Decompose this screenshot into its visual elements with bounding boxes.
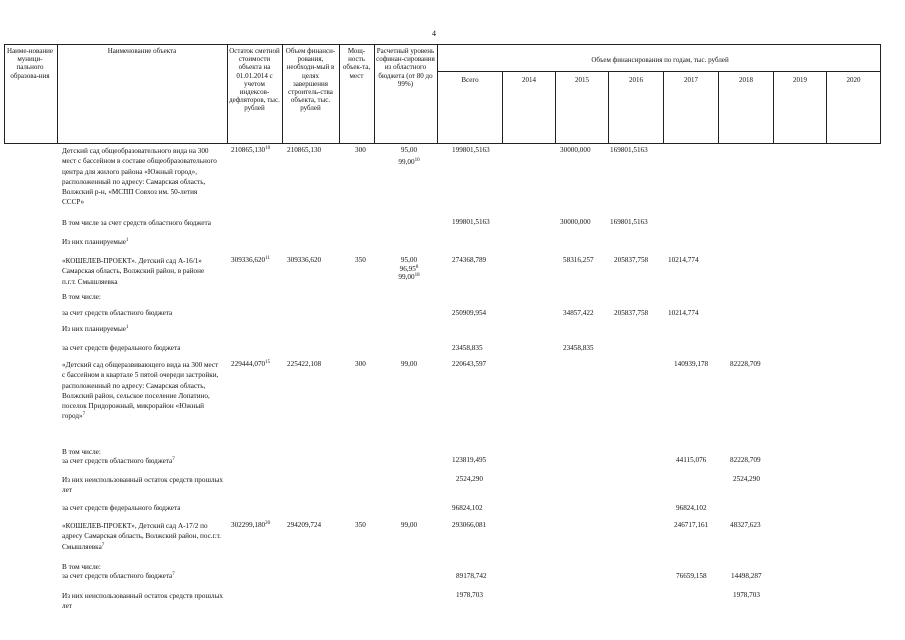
row-6-name: Из них планируемые$^1$ xyxy=(62,325,129,333)
row-13-label: В том числе: xyxy=(62,563,101,571)
row-13-2018: 14498,287 xyxy=(731,572,762,580)
row-3-name: «КОШЕЛЕВ-ПРОЕКТ». Детский сад А-16/1» Самарская область, Волжский район, в районе п.г.т. Смышляевка xyxy=(62,257,205,286)
row-9-2017: 44115,076 xyxy=(676,456,707,464)
row-11-2017: 96824,102 xyxy=(676,504,707,512)
row-11-name: за счет средств федерального бюджета xyxy=(62,504,181,512)
row-12-total: 293066,081 xyxy=(452,521,487,529)
row-12-remaining: 302299,180$^{20}$ xyxy=(231,521,271,529)
row-3-total: 274368,789 xyxy=(452,256,487,264)
header-cofinancing: Расчетный уровень софинан-сирования из областного бюджета (от 80 до 99%) xyxy=(376,47,435,88)
header-year-2020: 2020 xyxy=(846,76,861,84)
row-0-name: Детский сад общеобразовательного вида на 300 мест с бассейном в составе общеобразовательного центра для жилого района «Южный город», расположенный по адресу: Самарская область, Волжский р-н, «МСПП Совхоз им. 50-летия СССР» xyxy=(62,147,217,207)
row-12-name: «КОШЕЛЕВ-ПРОЕКТ», Детский сад А-17/2 по адресу Самарская область, Волжский район, пос.г.т. Смышляевка$^7$ xyxy=(62,522,221,551)
row-3-2015: 58316,257 xyxy=(563,256,594,264)
row-9-name: за счет средств областного бюджета$^7$ xyxy=(62,457,175,465)
row-7-2015: 23458,835 xyxy=(563,344,594,352)
row-3-remaining: 309336,620$^{11}$ xyxy=(231,256,270,264)
row-8-name: «Детский сад общеразвивающего вида на 300 мест с бассейном в квартале 5 пятой очереди застройки, расположенный по адресу: Самарская область, Волжский район, сельское поселение Лопатино, поселок Придорожный, микрорайон «Южный город»$^7$ xyxy=(62,361,219,421)
row-1-2016: 169801,5163 xyxy=(610,218,648,226)
row-8-2018: 82228,709 xyxy=(730,360,761,368)
header-remaining-cost: Остаток сметной стоимости объекта на 01.01.2014 с учетом индексов-дефляторов, тыс. рублей xyxy=(229,47,280,113)
row-1-total: 199801,5163 xyxy=(452,218,490,226)
row-0-remaining: 210865,130$^{10}$ xyxy=(231,146,271,154)
row-12-needed: 294209,724 xyxy=(287,521,322,529)
row-12-cofinancing: 99,00 xyxy=(400,521,418,529)
row-7-name: за счет средств федерального бюджета xyxy=(62,344,181,352)
header-year-2015: 2015 xyxy=(575,76,589,84)
row-0-needed: 210865,130 xyxy=(287,146,322,154)
header-total: Всего xyxy=(461,76,479,84)
row-11-total: 96824,102 xyxy=(452,504,483,512)
row-9-label: В том числе: xyxy=(62,448,101,456)
row-1-name: В том числе за счет средств областного бюджета xyxy=(62,219,211,227)
row-12-2018: 48327,623 xyxy=(730,521,761,529)
header-by-years: Объем финансирования по годам, тыс. рублей xyxy=(591,56,729,64)
row-2-name: Из них планируемые$^1$ xyxy=(62,238,129,246)
header-year-2017: 2017 xyxy=(684,76,698,84)
row-5-total: 250909,954 xyxy=(452,309,487,317)
row-8-cofinancing: 99,00 xyxy=(400,360,418,368)
row-13-name: за счет средств областного бюджета$^7$ xyxy=(62,572,175,580)
row-3-2017: 10214,774 xyxy=(668,256,699,264)
row-0-total: 199801,5163 xyxy=(452,146,490,154)
row-1-2015: 30000,000 xyxy=(560,218,591,226)
row-5-name: за счет средств областного бюджета xyxy=(62,309,173,317)
row-8-remaining: 229444,070$^{15}$ xyxy=(231,360,271,368)
row-4-name: В том числе: xyxy=(62,293,101,301)
row-10-total: 2524,290 xyxy=(456,475,483,483)
header-year-2019: 2019 xyxy=(793,76,807,84)
row-8-capacity: 300 xyxy=(355,360,366,368)
row-8-total: 220643,597 xyxy=(452,360,487,368)
row-12-2017: 246717,161 xyxy=(674,521,709,529)
row-10-name: Из них неиспользованный остаток средств прошлых лет xyxy=(62,476,223,495)
row-0-2015: 30000,000 xyxy=(560,146,591,154)
row-0-2016: 169801,5163 xyxy=(610,146,648,154)
header-year-2018: 2018 xyxy=(739,76,753,84)
row-14-total: 1978,703 xyxy=(456,591,483,599)
header-year-2014: 2014 xyxy=(522,76,536,84)
row-3-2016: 205837,758 xyxy=(614,256,649,264)
row-8-2017: 140939,178 xyxy=(674,360,709,368)
row-3-needed: 309336,620 xyxy=(287,256,322,264)
header-object-name: Наименование объекта xyxy=(107,47,177,55)
row-5-2017: 10214,774 xyxy=(668,309,699,317)
header-financing-needed: Объем финанси-рования, необходи-мый в целях завершения строитель-ства объекта, тыс. рублей xyxy=(285,47,336,113)
row-13-2017: 76659,158 xyxy=(676,572,707,580)
row-14-name: Из них неиспользованный остаток средств прошлых лет xyxy=(62,592,223,611)
row-0-capacity: 300 xyxy=(355,146,366,154)
row-5-2016: 205837,758 xyxy=(614,309,649,317)
row-0-cofinancing: 95,00 99,00$^{10}$ xyxy=(398,146,420,166)
row-3-capacity: 350 xyxy=(355,256,366,264)
row-10-2018: 2524,290 xyxy=(733,475,760,483)
page-number: 4 xyxy=(432,29,436,38)
row-3-cofinancing: 95,00 96,95$^8$ 99,00$^{18}$ xyxy=(398,256,420,282)
row-9-total: 123819,495 xyxy=(452,456,487,464)
header-municipality: Наиме-нование муници-пального образова-ния xyxy=(7,47,53,80)
row-7-total: 23458,835 xyxy=(452,344,483,352)
row-8-needed: 225422,108 xyxy=(287,360,322,368)
header-year-2016: 2016 xyxy=(629,76,643,84)
row-5-2015: 34857,422 xyxy=(563,309,594,317)
row-14-2018: 1978,703 xyxy=(733,591,760,599)
row-9-2018: 82228,709 xyxy=(730,456,761,464)
row-13-total: 89178,742 xyxy=(456,572,487,580)
header-capacity: Мощ-ность объек-та, мест xyxy=(342,47,371,80)
row-12-capacity: 350 xyxy=(355,521,366,529)
